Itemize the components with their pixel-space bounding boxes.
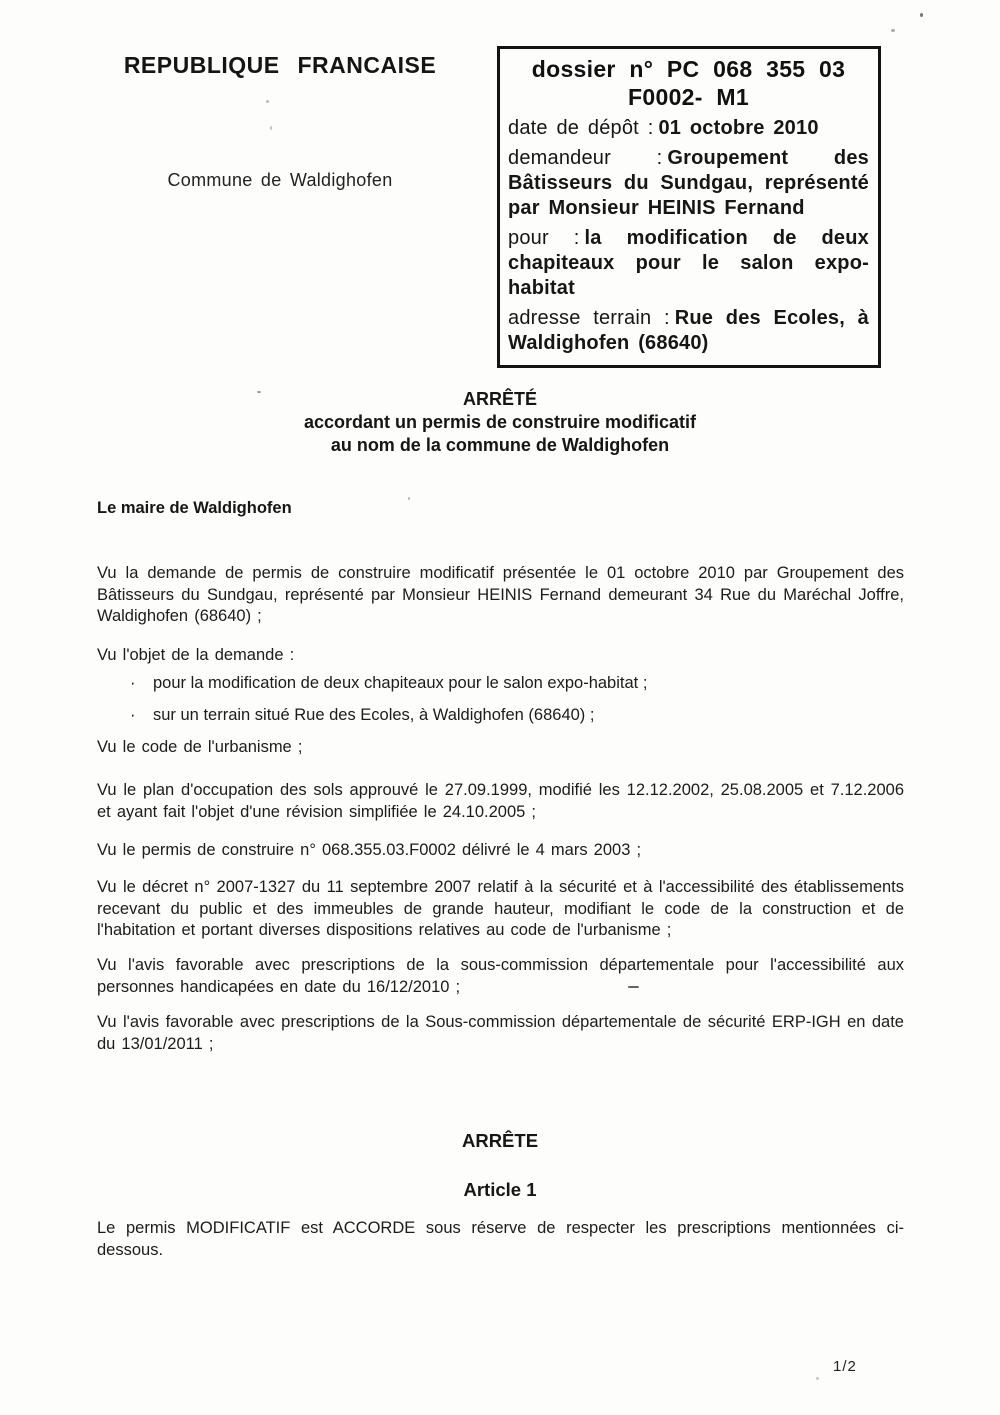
page-number: 1/2 bbox=[833, 1358, 857, 1375]
clause-permis-construire: Vu le permis de construire n° 068.355.03.F0002 délivré le 4 mars 2003 ; bbox=[97, 841, 642, 859]
republic-header: REPUBLIQUE FRANCAISE bbox=[123, 52, 437, 78]
field-demandeur-label: demandeur : bbox=[508, 147, 663, 169]
bullet-dot-icon: · bbox=[130, 674, 136, 692]
clause-decret: Vu le décret n° 2007-1327 du 11 septembre 2007 relatif à la sécurité et à l'accessibilité des établissements recevant du public et des immeubles de grande hauteur, modifiant le code de la construction et de l'habitation et portant diverses dispositions relatives au code de l'urbanisme ; bbox=[97, 878, 904, 939]
article-1-text: Le permis MODIFICATIF est ACCORDE sous réserve de respecter les prescriptions mentionnées ci-dessous. bbox=[97, 1219, 904, 1259]
scan-speck bbox=[408, 497, 410, 500]
document-title-line2: accordant un permis de construire modificatif bbox=[303, 412, 697, 432]
scan-speck bbox=[628, 986, 639, 988]
field-date-depot-value: 01 octobre 2010 bbox=[658, 117, 819, 139]
field-date-depot bbox=[508, 116, 869, 141]
clause-avis-securite: Vu l'avis favorable avec prescriptions de la Sous-commission départementale de sécurité ERP-IGH en date du 13/01/2011 ; bbox=[97, 1013, 904, 1053]
document-title bbox=[97, 388, 903, 457]
field-adresse-terrain bbox=[508, 306, 869, 356]
field-demandeur-value: Groupement des Bâtisseurs du Sundgau, représenté par Monsieur HEINIS Fernand bbox=[508, 147, 869, 219]
field-pour-value: la modification de deux chapiteaux pour le salon expo-habitat bbox=[508, 227, 870, 299]
dossier-number-line2: F0002- M1 bbox=[628, 84, 749, 110]
scan-speck bbox=[891, 29, 895, 32]
scan-speck bbox=[920, 13, 923, 17]
document-title-line3: au nom de la commune de Waldighofen bbox=[330, 435, 670, 455]
field-pour-label: pour : bbox=[508, 227, 580, 249]
arrete-heading: ARRÊTE bbox=[461, 1130, 539, 1151]
field-adresse-terrain-label: adresse terrain : bbox=[508, 307, 670, 329]
scan-speck bbox=[257, 391, 261, 393]
field-date-depot-label: date de dépôt : bbox=[508, 117, 654, 139]
clause-code-urbanisme: Vu le code de l'urbanisme ; bbox=[97, 738, 303, 756]
scan-speck bbox=[270, 126, 272, 130]
article-1-heading: Article 1 bbox=[463, 1179, 537, 1200]
clause-avis-accessibilite: Vu l'avis favorable avec prescriptions de la sous-commission départementale pour l'accessibilité aux personnes handicapées en date du 16/12/2010 ; bbox=[97, 956, 904, 996]
clause-demande: Vu la demande de permis de construire modificatif présentée le 01 octobre 2010 par Groupement des Bâtisseurs du Sundgau, représenté par Monsieur HEINIS Fernand demeurant 34 Rue du Maréchal Joffre, Waldighofen (68640) ; bbox=[97, 564, 904, 625]
dossier-info-box bbox=[497, 46, 881, 368]
scan-speck bbox=[266, 100, 269, 103]
bullet-item-text: pour la modification de deux chapiteaux pour le salon expo-habitat ; bbox=[153, 674, 648, 692]
clause-objet: Vu l'objet de la demande : bbox=[97, 646, 295, 664]
document-title-line1: ARRÊTÉ bbox=[462, 389, 537, 409]
bullet-item-text: sur un terrain situé Rue des Ecoles, à Waldighofen (68640) ; bbox=[153, 706, 595, 724]
clause-plan-occupation: Vu le plan d'occupation des sols approuvé le 27.09.1999, modifié les 12.12.2002, 25.08.2005 et 7.12.2006 et ayant fait l'objet d'une révision simplifiée le 24.10.2005 ; bbox=[97, 781, 904, 821]
scan-speck bbox=[816, 1377, 819, 1380]
field-demandeur bbox=[508, 146, 869, 221]
dossier-number bbox=[508, 55, 869, 111]
field-pour bbox=[508, 226, 869, 301]
field-adresse-terrain-value: Rue des Ecoles, à Waldighofen (68640) bbox=[508, 307, 869, 354]
bullet-item bbox=[130, 673, 904, 694]
bullet-dot-icon: · bbox=[130, 706, 136, 724]
intro-line: Le maire de Waldighofen bbox=[97, 499, 292, 517]
commune-label: Commune de Waldighofen bbox=[167, 170, 393, 190]
dossier-number-line1: dossier n° PC 068 355 03 bbox=[531, 56, 846, 82]
bullet-item bbox=[130, 705, 904, 726]
